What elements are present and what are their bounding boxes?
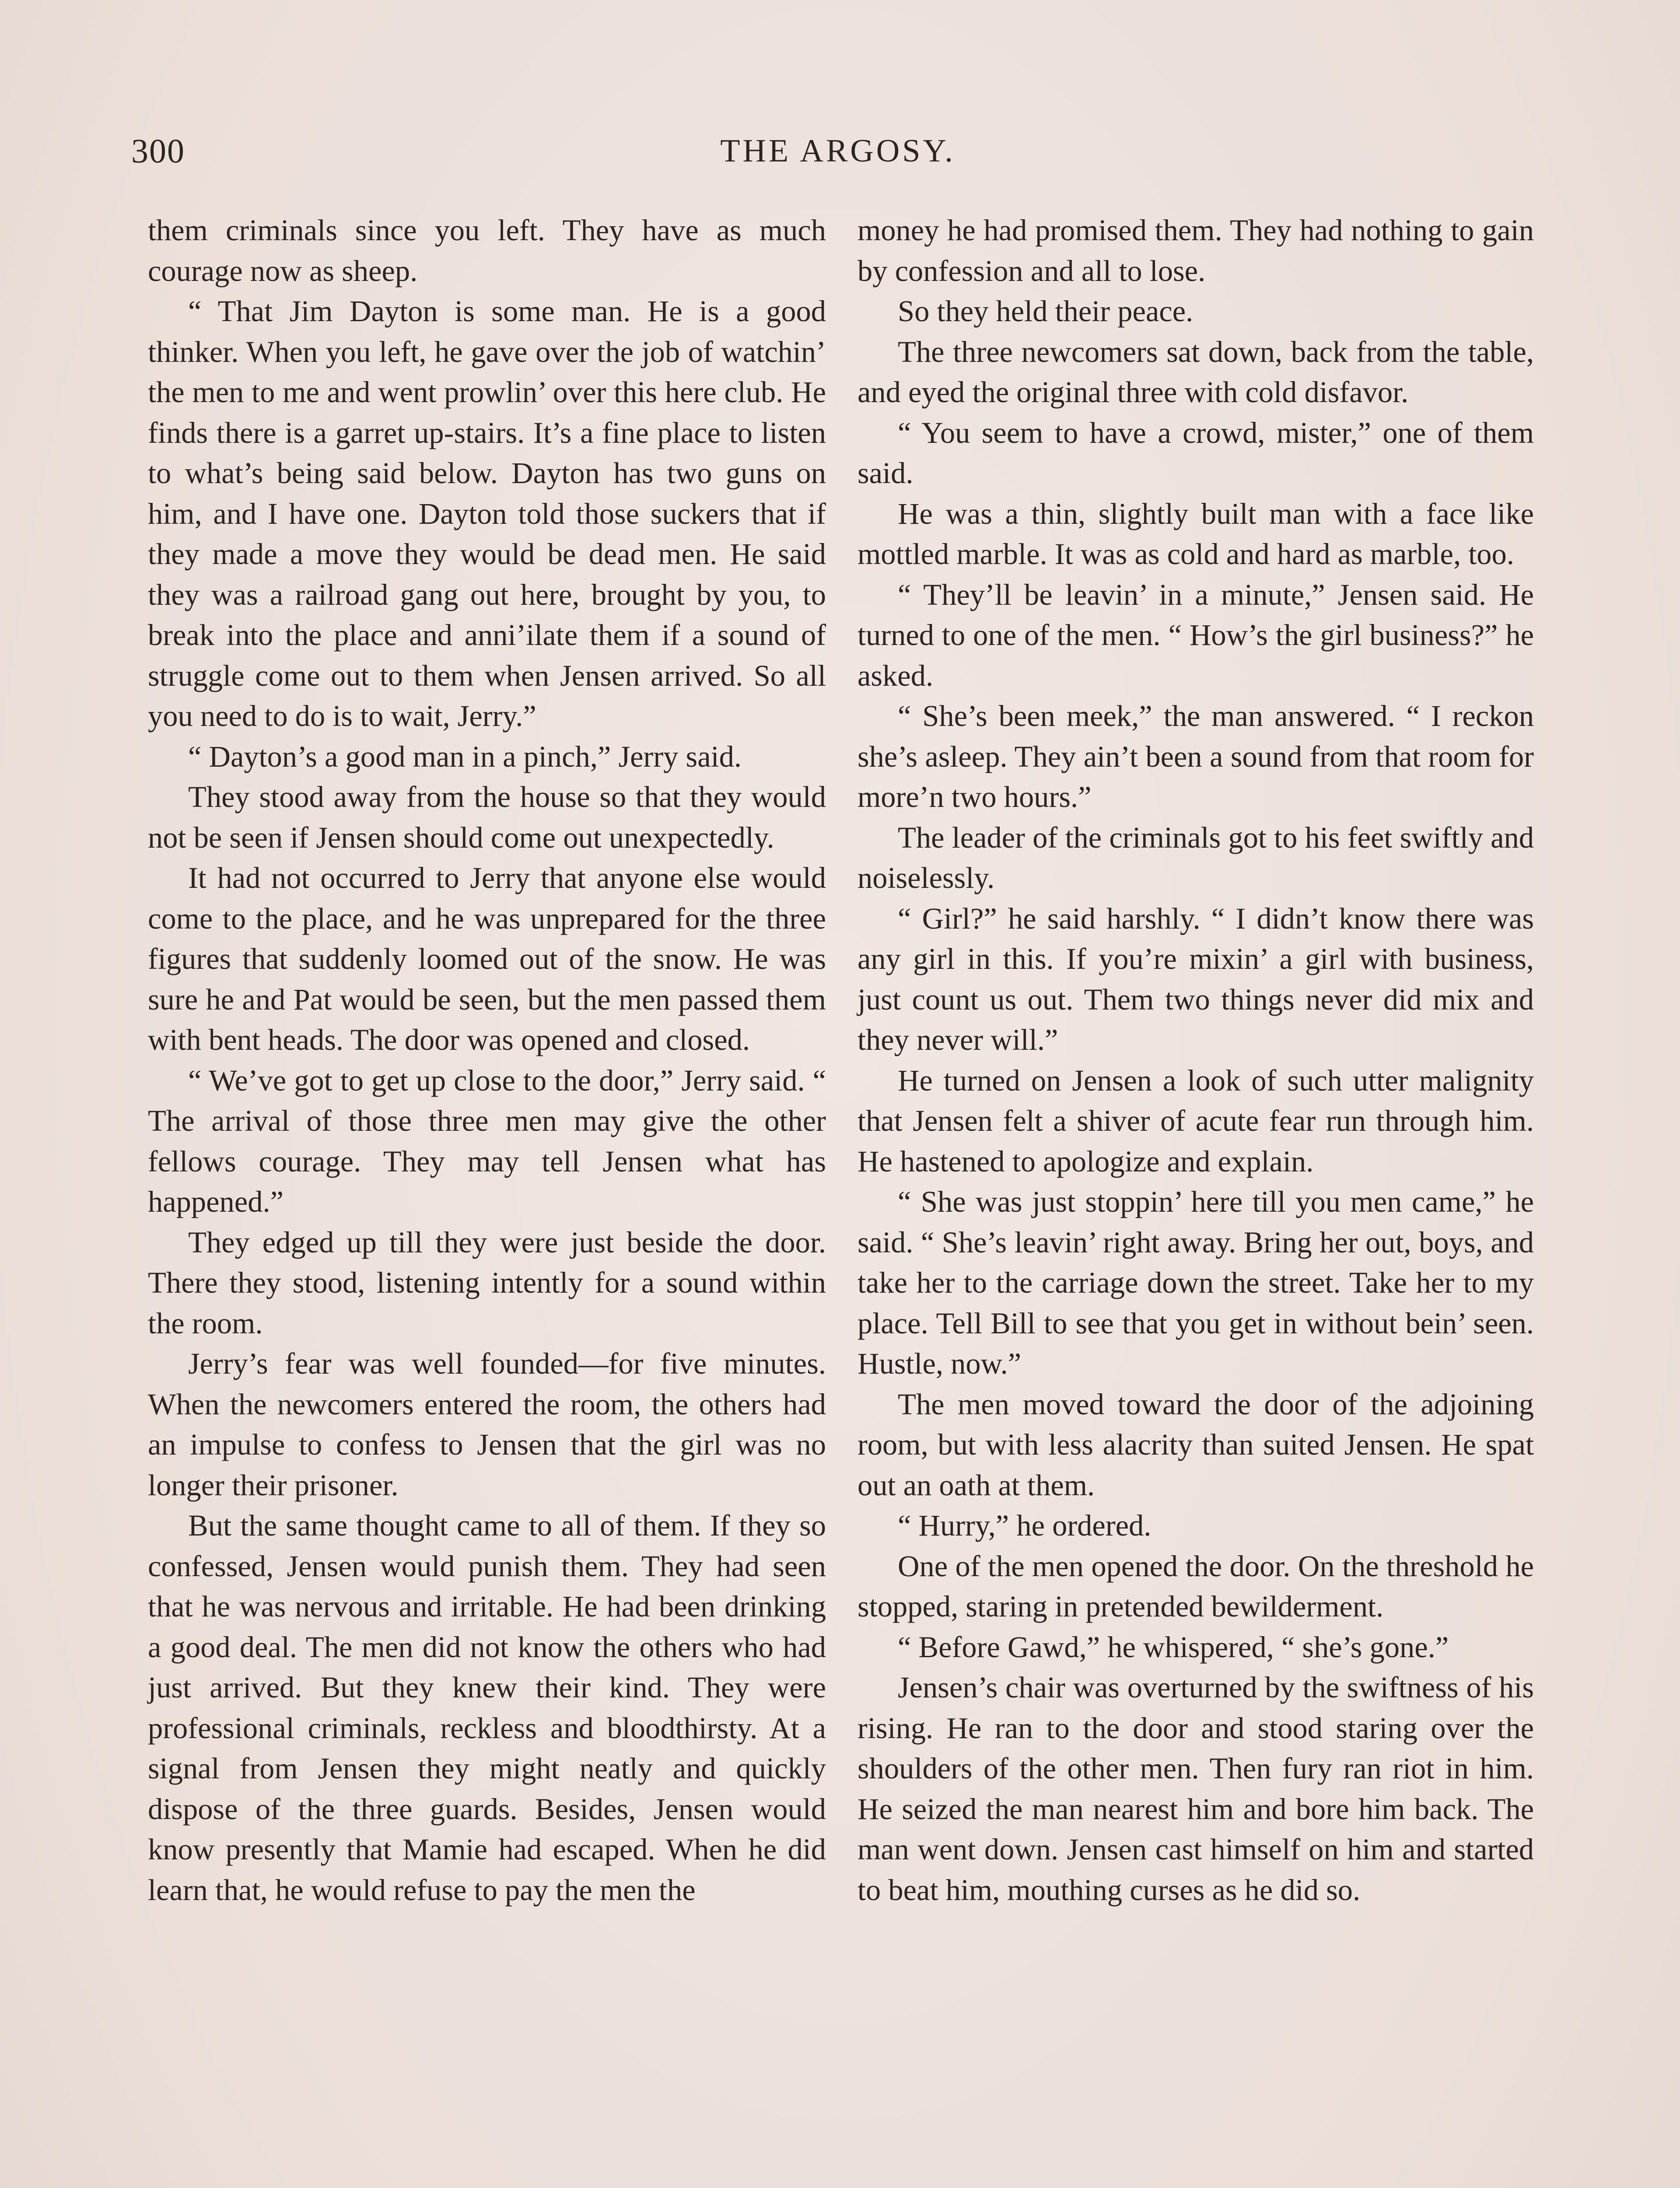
paragraph: “ Dayton’s a good man in a pinch,” Jerry said. xyxy=(188,740,742,773)
paragraph: They edged up till they were just beside the door. There they stood, listening intently for a sound within the room. xyxy=(148,1225,826,1340)
paragraph: Jerry’s fear was well founded—for five minutes. When the newcomers entered the room, the others had an impulse to confess to Jensen that the girl was no longer their prisoner. xyxy=(148,1347,826,1502)
paragraph: He was a thin, slightly built man with a face like mottled marble. It was as cold and hard as marble, too. xyxy=(858,497,1534,571)
paragraph: “ You seem to have a crowd, mister,” one of them said. xyxy=(858,416,1534,490)
paragraph: The leader of the criminals got to his feet swiftly and noiselessly. xyxy=(858,820,1534,894)
paragraph: “ Girl?” he said harshly. “ I didn’t know there was any girl in this. If you’re mixin’ a girl with business, just count us out. Them two things never did mix and they never will.” xyxy=(858,901,1534,1056)
paragraph: They stood away from the house so that they would not be seen if Jensen should come out unexpectedly. xyxy=(148,780,826,854)
paragraph: “ She’s been meek,” the man answered. “ I reckon she’s asleep. They ain’t been a sound from that room for more’n two hours.” xyxy=(858,699,1534,813)
paragraph: money he had promised them. They had nothing to gain by confession and all to lose. xyxy=(858,214,1534,288)
running-title: THE ARGOSY. xyxy=(720,133,956,169)
page-header xyxy=(131,131,1544,171)
paragraph: “ That Jim Dayton is some man. He is a good thinker. When you left, he gave over the job of watchin’ the men to me and went prowlin’ over this here club. He finds there is a garret up-stairs. It’s a fine place to listen to what’s being said below. Dayton has two guns on him, and I have one. Dayton told those suckers that if they made a move they would be dead men. He said they was a railroad gang out here, brought by you, to break into the place and anni’ilate them if a sound of struggle come out to them when Jensen arrived. So all you need to do is to wait, Jerry.” xyxy=(148,295,826,733)
paragraph: The three newcomers sat down, back from the table, and eyed the original three with cold disfavor. xyxy=(858,335,1534,409)
paragraph: So they held their peace. xyxy=(898,295,1194,328)
page-number: 300 xyxy=(131,132,185,170)
paragraph: “ She was just stoppin’ here till you men came,” he said. “ She’s leavin’ right away. Bring her out, boys, and take her to the carriage down the street. Take her to my place. Tell Bill to see that you get in without bein’ seen. Hustle, now.” xyxy=(858,1185,1534,1380)
paragraph: One of the men opened the door. On the threshold he stopped, staring in pretended bewilderment. xyxy=(858,1549,1534,1623)
paragraph: It had not occurred to Jerry that anyone else would come to the place, and he was unprepared for the three figures that suddenly loomed out of the snow. He was sure he and Pat would be seen, but the men passed them with bent heads. The door was opened and closed. xyxy=(148,861,826,1056)
paragraph: them criminals since you left. They have as much courage now as sheep. xyxy=(148,214,826,288)
paragraph: “ We’ve got to get up close to the door,” Jerry said. “ The arrival of those three men may give the other fellows courage. They may tell Jensen what has happened.” xyxy=(148,1063,826,1218)
paragraph: “ Before Gawd,” he whispered, “ she’s gone.” xyxy=(898,1630,1449,1664)
right-column xyxy=(858,210,1534,1910)
paragraph: Jensen’s chair was overturned by the swiftness of his rising. He ran to the door and stood staring over the shoulders of the other men. Then fury ran riot in him. He seized the man nearest him and bore him back. The man went down. Jensen cast himself on him and started to beat him, mouthing curses as he did so. xyxy=(858,1671,1534,1907)
paragraph: But the same thought came to all of them. If they so confessed, Jensen would punish them. They had seen that he was nervous and irritable. He had been drinking a good deal. The men did not know the others who had just arrived. But they knew their kind. They were professional criminals, reckless and bloodthirsty. At a signal from Jensen they might neatly and quickly dispose of the three guards. Besides, Jensen would know presently that Mamie had escaped. When he did learn that, he would refuse to pay the men the xyxy=(148,1509,826,1907)
paragraph: He turned on Jensen a look of such utter malignity that Jensen felt a shiver of acute fear run through him. He hastened to apologize and explain. xyxy=(858,1063,1534,1178)
paragraph: “ They’ll be leavin’ in a minute,” Jensen said. He turned to one of the men. “ How’s the girl business?” he asked. xyxy=(858,578,1534,692)
paragraph: The men moved toward the door of the adjoining room, but with less alacrity than suited Jensen. He spat out an oath at them. xyxy=(858,1387,1534,1502)
paragraph: “ Hurry,” he ordered. xyxy=(898,1509,1152,1542)
left-column xyxy=(148,210,826,1910)
